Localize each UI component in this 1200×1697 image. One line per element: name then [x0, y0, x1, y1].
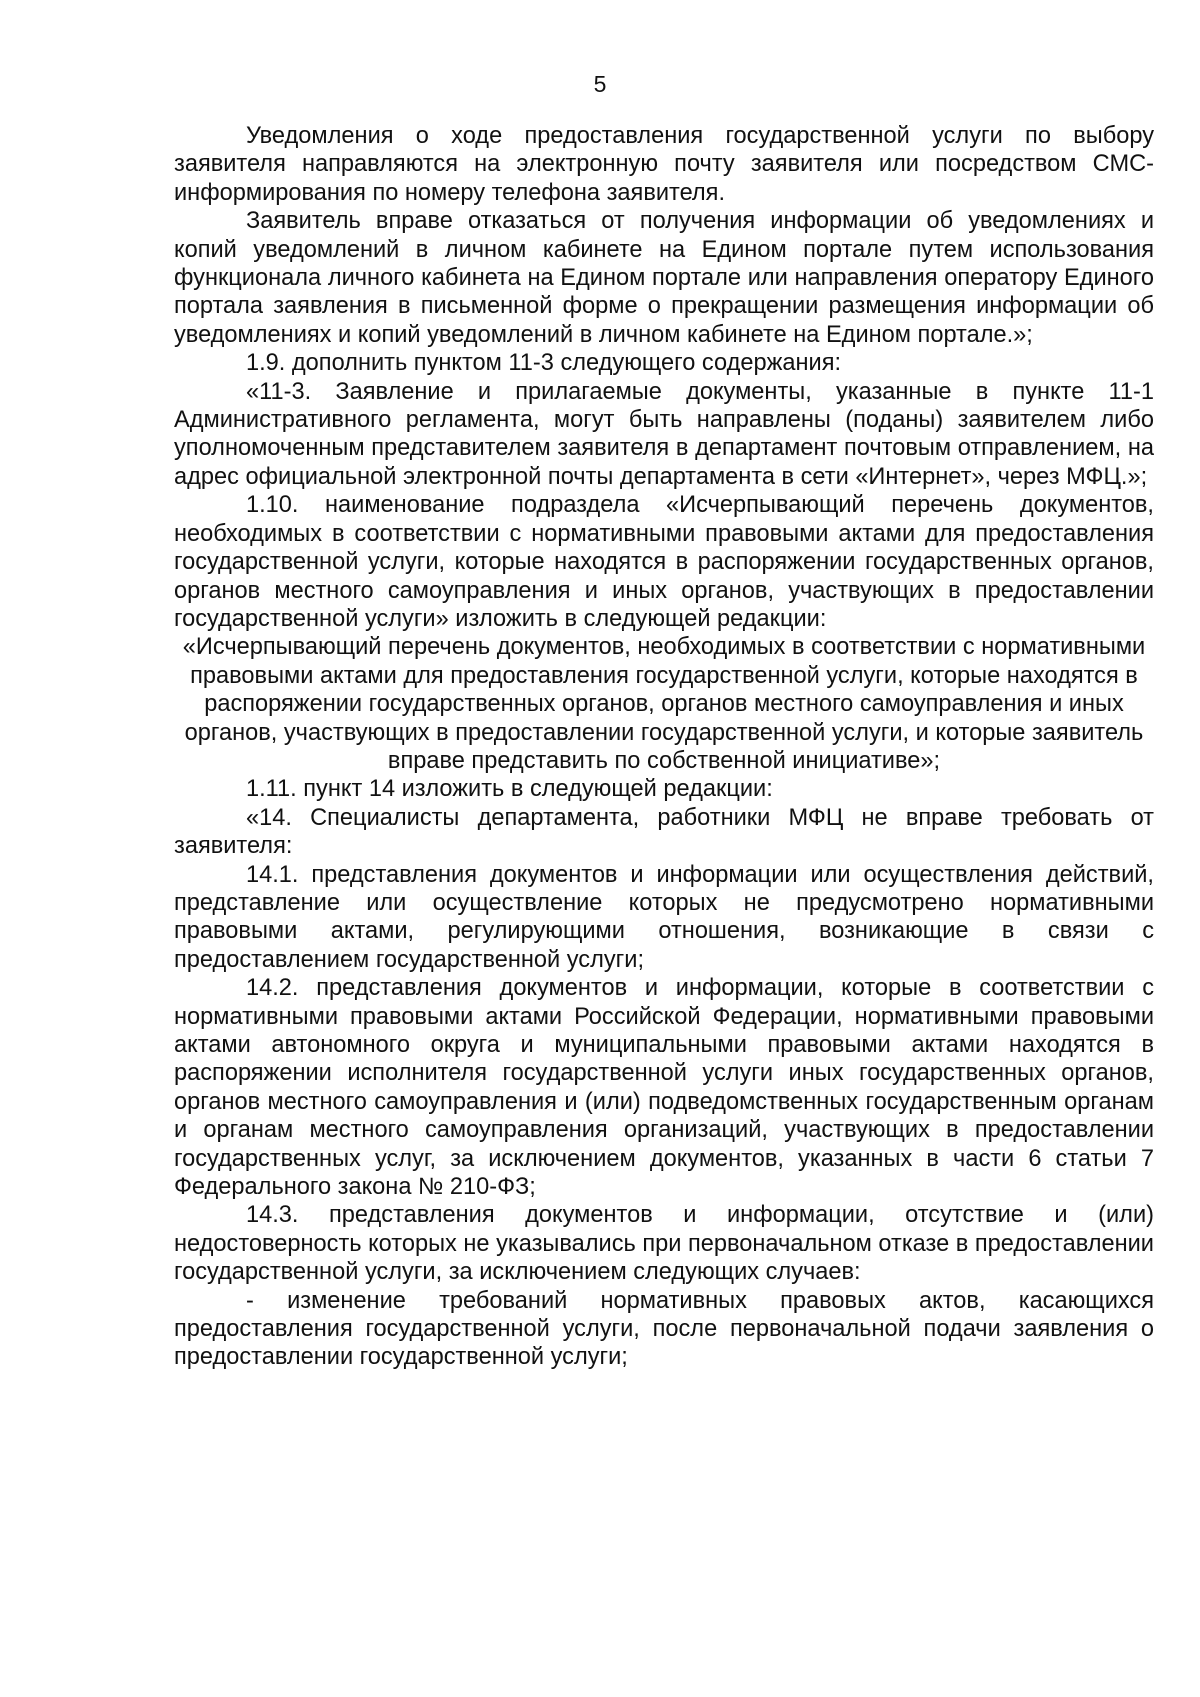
- paragraph-clause-14: «14. Специалисты департамента, работники МФЦ не вправе требовать от заявителя:: [174, 804, 1154, 860]
- paragraph-notifications-delivery: Уведомления о ходе предоставления государственной услуги по выбору заявителя направляются на электронную почту заявителя или посредством СМС-информирования по номеру телефона заявителя.: [174, 123, 1154, 206]
- paragraph-applicant-opt-out: Заявитель вправе отказаться от получения информации об уведомлениях и копий уведомлений в личном кабинете на Едином портале путем использования функционала личного кабинета на Едином портале или направления оператору Единого портала заявления в письменной форме о прекращении размещения информации об уведомлениях и копий уведомлений в личном кабинете на Едином портале.»;: [174, 208, 1154, 348]
- paragraph-item-1-9: 1.9. дополнить пунктом 11-3 следующего содержания:: [246, 350, 842, 377]
- paragraph-clause-14-2: 14.2. представления документов и информации, которые в соответствии с нормативными правовыми актами Российской Федерации, нормативными правовыми актами автономного округа и муниципальными правовыми актами находятся в распоряжении исполнителя государственной услуги иных государственных органов, органов местного самоуправления и (или) подведомственных государственным органам и органам местного самоуправления организаций, участвующих в предоставлении государственных услуг, за исключением документов, указанных в части 6 статьи 7 Федерального закона № 210-ФЗ;: [174, 975, 1154, 1201]
- document-body: [174, 122, 1154, 1372]
- paragraph-list-item-requirements-change: - изменение требований нормативных правовых актов, касающихся предоставления государственной услуги, после первоначальной подачи заявления о предоставлении государственной услуги;: [174, 1287, 1154, 1371]
- paragraph-clause-14-1: 14.1. представления документов и информации или осуществления действий, представление или осуществление которых не предусмотрено нормативными правовыми актами, регулирующими отношения, возникающие в связи с предоставлением государственной услуги;: [174, 861, 1154, 973]
- paragraph-clause-11-3: «11-3. Заявление и прилагаемые документы, указанные в пункте 11-1 Административного регламента, могут быть направлены (поданы) заявителем либо уполномоченным представителем заявителя в департамент почтовым отправлением, на адрес официальной электронной почты департамента в сети «Интернет», через МФЦ.»;: [174, 378, 1154, 490]
- page-number: 5: [593, 71, 607, 97]
- paragraph-clause-14-3: 14.3. представления документов и информации, отсутствие и (или) недостоверность которых не указывались при первоначальном отказе в предоставлении государственной услуги, за исключением следующих случаев:: [174, 1202, 1154, 1286]
- paragraph-item-1-11: 1.11. пункт 14 изложить в следующей редакции:: [246, 776, 773, 803]
- subsection-title: «Исчерпывающий перечень документов, необходимых в соответствии с нормативными правовыми актами для предоставления государственной услуги, которые находятся в распоряжении государственных органов, органов местного самоуправления и иных органов, участвующих в предоставлении государственной услуги, и которые заявитель вправе представить по собственной инициативе»;: [182, 634, 1146, 774]
- paragraph-item-1-10: 1.10. наименование подраздела «Исчерпывающий перечень документов, необходимых в соответствии с нормативными правовыми актами для предоставления государственной услуги, которые находятся в распоряжении государственных органов, органов местного самоуправления и иных органов, участвующих в предоставлении государственной услуги» изложить в следующей редакции:: [174, 492, 1154, 632]
